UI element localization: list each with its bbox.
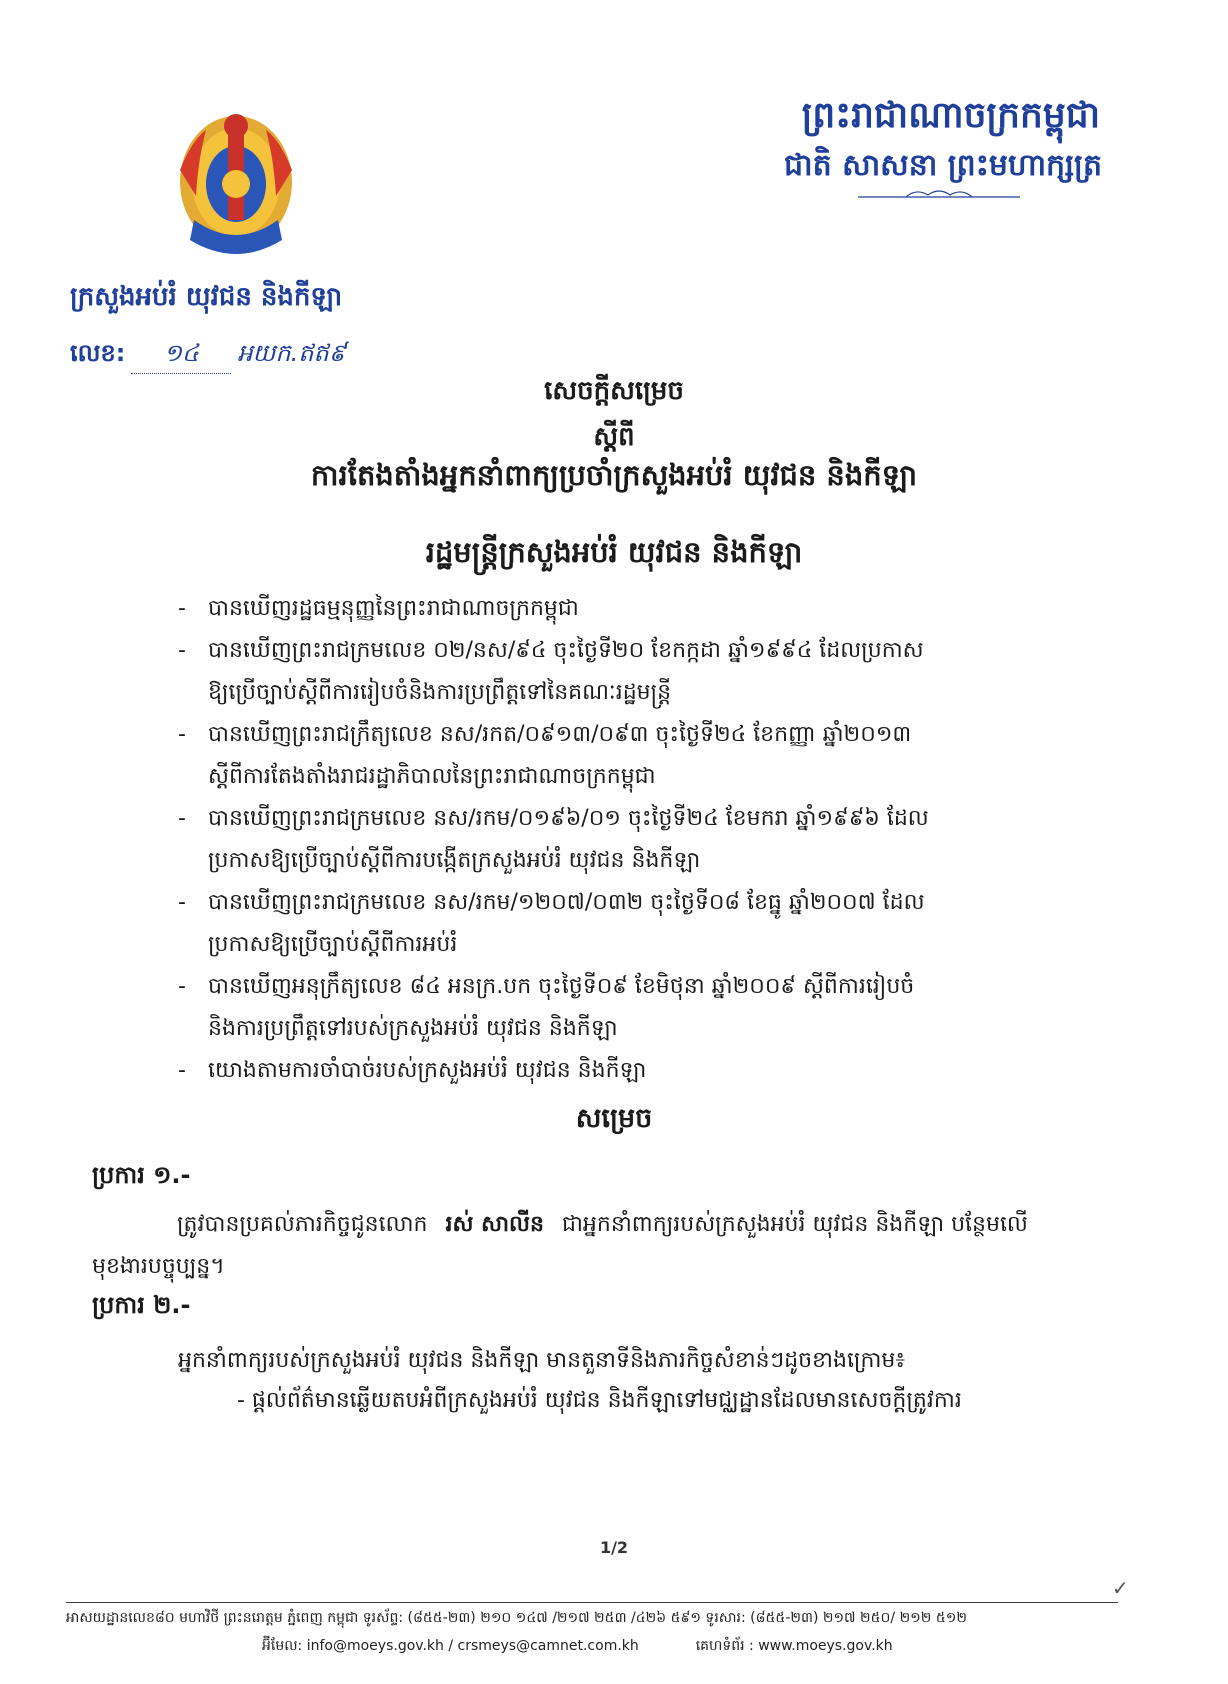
recital-item: - យោងតាមការចាំបាច់របស់ក្រសួងអប់រំ យុវជន និងកីឡា — [178, 1050, 1042, 1092]
footer-address: អាសយដ្ឋានលេខ៨០ មហាវិថី ព្រះនរោត្តម ភ្នំពេញ កម្ពុជា ទូរស័ព្ទ: (៨៥៥-២៣) ២១០ ១៤៧ /២១៧ ២៥៣ /៤២៦ ៥៩១ ទូរសារ: (៨៥៥-២៣) ២១៧ ២៥០/ ២១២ ៥១២ — [66, 1610, 967, 1626]
website-link[interactable]: www.moeys.gov.kh — [758, 1638, 893, 1654]
recital-item: - បានឃើញព្រះរាជក្រឹត្យលេខ នស/រកត/០៩១៣/០៩៣ ចុះថ្ងៃទី២៤ ខែកញ្ញា ឆ្នាំ២០១៣ ស្តីពីការតែងតាំងរាជរដ្ឋាភិបាលនៃព្រះរាជាណាចក្រកម្ពុជា — [178, 714, 1042, 798]
recital-item: - បានឃើញព្រះរាជក្រមលេខ ០២/នស/៩៤ ចុះថ្ងៃទី២០ ខែកក្កដា ឆ្នាំ១៩៩៤ ដែលប្រកាស ឱ្យប្រើច្បាប់ស្តីពីការរៀបចំនិងការប្រព្រឹត្តទៅនៃគណៈរដ្ឋមន្ត្រី — [178, 630, 1042, 714]
article-1-heading: ប្រការ ១.- — [92, 1161, 191, 1189]
website-label: គេហទំព័រ : — [695, 1638, 754, 1654]
ministry-name: ក្រសួងអប់រំ យុវជន និងកីឡា — [70, 282, 343, 312]
recital-item: - បានឃើញរដ្ឋធម្មនុញ្ញនៃព្រះរាជាណាចក្រកម្ពុជា — [178, 588, 1042, 630]
issuing-authority-title: រដ្ឋមន្ត្រីក្រសួងអប់រំ យុវជន និងកីឡា — [425, 535, 803, 569]
article-2-item: - ផ្តល់ព័ត៌មានឆ្លើយតបអំពីក្រសួងអប់រំ យុវជន និងកីឡាទៅមជ្ឈដ្ឋានដែលមានសេចក្តីត្រូវការ — [237, 1388, 962, 1413]
reference-number: ១៤ — [131, 338, 231, 374]
ornament-divider-icon — [858, 186, 1020, 200]
decision-heading: សម្រេច — [575, 1103, 653, 1134]
reference-line — [70, 338, 346, 374]
kingdom-motto: ជាតិ សាសនា ព្រះមហាក្សត្រ — [784, 148, 1102, 183]
appointee-name: រស់ សាលីន — [445, 1212, 544, 1237]
reference-label: លេខ: — [70, 339, 126, 367]
reference-code: អយក.ឥឥ៩ — [237, 339, 346, 367]
article-2-intro: អ្នកនាំពាក្យរបស់ក្រសួងអប់រំ យុវជន និងកីឡា មានតួនាទីនិងភារកិច្ចសំខាន់ៗដូចខាងក្រោម៖ — [178, 1348, 906, 1373]
page-number: 1/2 — [599, 1538, 629, 1557]
footer-contacts — [262, 1636, 893, 1657]
recital-item: - បានឃើញព្រះរាជក្រមលេខ នស/រកម/០១៩៦/០១ ចុះថ្ងៃទី២៤ ខែមករា ឆ្នាំ១៩៩៦ ដែល ប្រកាសឱ្យប្រើច្បាប់ស្តីពីការបង្កើតក្រសួងអប់រំ យុវជន និងកីឡា — [178, 798, 1042, 882]
ministry-emblem-icon — [172, 100, 300, 265]
document-about-label: ស្តីពី — [593, 422, 635, 452]
recital-item: - បានឃើញព្រះរាជក្រមលេខ នស/រកម/១២០៧/០៣២ ចុះថ្ងៃទី០៨ ខែធ្នូ ឆ្នាំ២០០៧ ដែល ប្រកាសឱ្យប្រើច្បាប់ស្តីពីការអប់រំ — [178, 882, 1042, 966]
article-2-heading: ប្រការ ២.- — [92, 1291, 191, 1319]
email-addresses[interactable]: info@moeys.gov.kh / crsmeys@camnet.com.kh — [306, 1638, 639, 1654]
document-type-title: សេចក្តីសម្រេច — [544, 376, 684, 406]
kingdom-title: ព្រះរាជាណាចក្រកម្ពុជា — [801, 95, 1100, 136]
handwritten-mark-icon: ✓ — [1112, 1576, 1129, 1600]
footer-divider — [66, 1602, 1118, 1603]
recital-item: - បានឃើញអនុក្រឹត្យលេខ ៨៤ អនក្រ.បក ចុះថ្ងៃទី០៩ ខែមិថុនា ឆ្នាំ២០០៩ ស្តីពីការរៀបចំ និងការប្រព្រឹត្តទៅរបស់ក្រសួងអប់រំ យុវជន និងកីឡា — [178, 966, 1042, 1050]
recitals-list — [178, 588, 1042, 1092]
email-label: អ៊ីមែល: — [262, 1638, 303, 1654]
article-1-text: ត្រូវបានប្រគល់ភារកិច្ចជូនលោក រស់ សាលីន ជាអ្នកនាំពាក្យរបស់ក្រសួងអប់រំ យុវជន និងកីឡា បន្ថែមលើមុខងារបច្ចុប្បន្ន។ — [92, 1212, 1028, 1279]
document-subject-title: ការតែងតាំងអ្នកនាំពាក្យប្រចាំក្រសួងអប់រំ យុវជន និងកីឡា — [310, 458, 918, 492]
